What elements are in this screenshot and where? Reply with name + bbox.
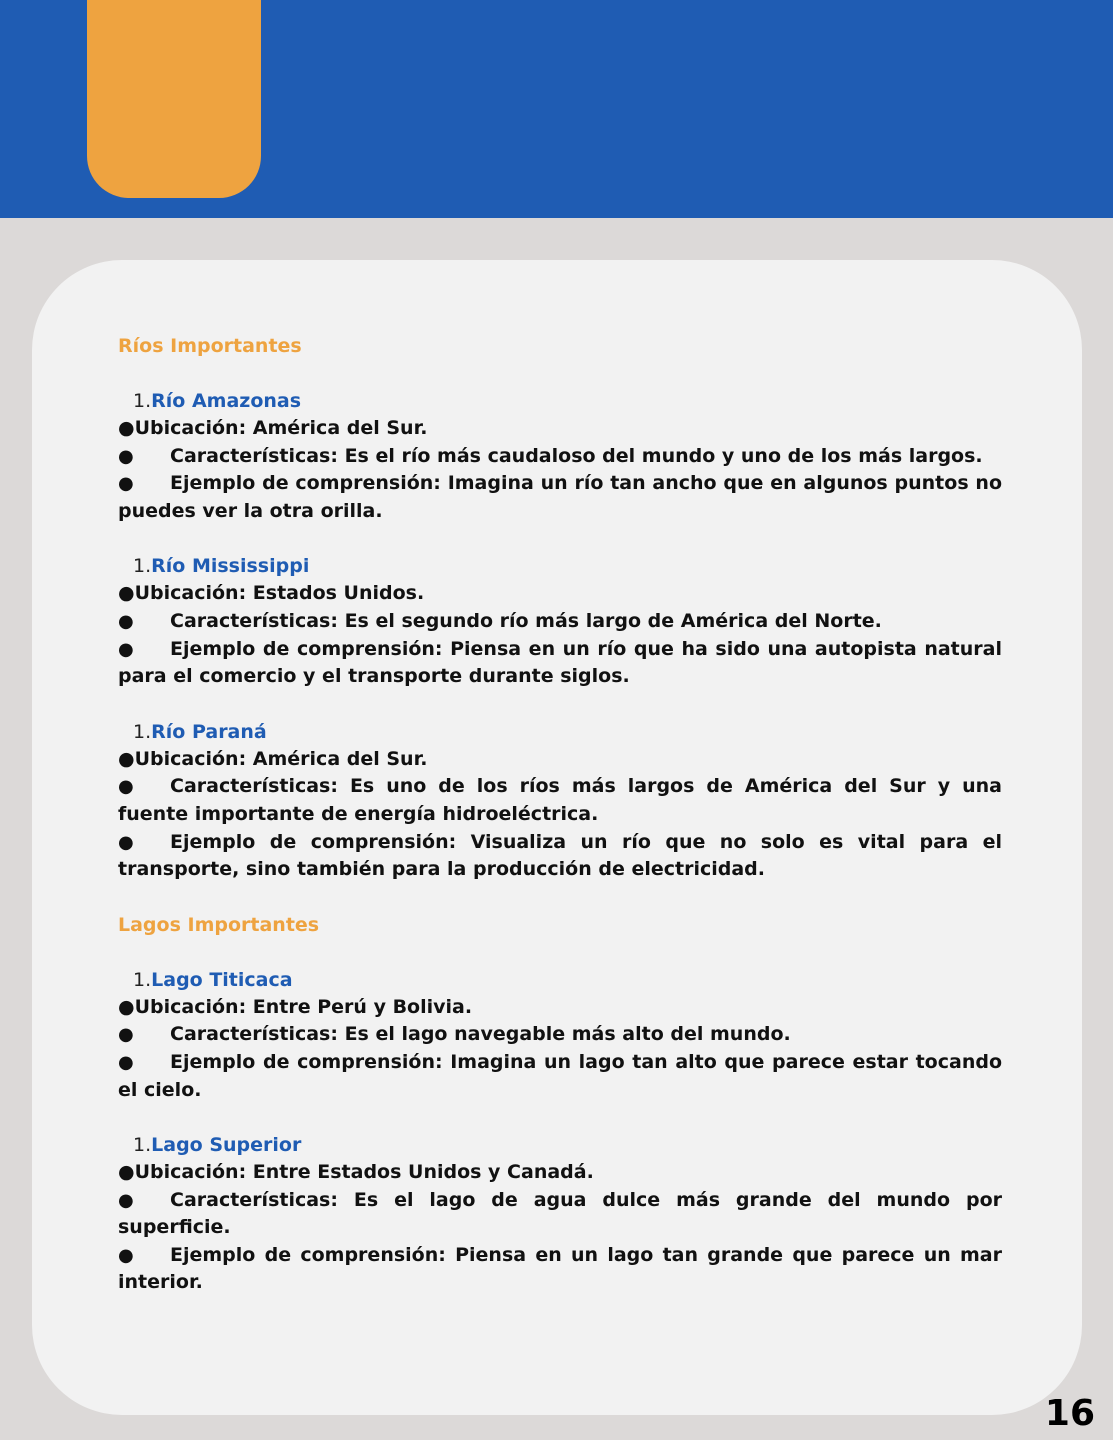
bullet-icon: ● bbox=[118, 638, 134, 660]
bullet-icon: ● bbox=[118, 1051, 134, 1073]
item-example: Ejemplo de comprensión: Piensa en un río que ha sido una autopista natural para el comercio y el transporte durante siglos. bbox=[118, 637, 1002, 688]
item-title: Río Amazonas bbox=[151, 390, 302, 412]
river-item-amazonas bbox=[118, 387, 1002, 525]
bullet-icon: ● bbox=[118, 445, 134, 467]
page-number: 16 bbox=[1044, 1393, 1095, 1434]
bullet-icon: ● bbox=[118, 1161, 135, 1184]
item-title: Río Mississippi bbox=[151, 555, 310, 578]
item-title: Lago Superior bbox=[151, 1134, 302, 1157]
item-location: Ubicación: América del Sur. bbox=[134, 747, 428, 770]
item-title: Lago Titicaca bbox=[151, 968, 293, 991]
section-title-rios: Ríos Importantes bbox=[118, 335, 302, 357]
bullet-icon: ● bbox=[118, 610, 134, 632]
item-characteristics: Características: Es el lago de agua dulce más grande del mundo por superficie. bbox=[118, 1188, 1002, 1239]
item-characteristics: Características: Es el río más caudaloso del mundo y uno de los más largos. bbox=[170, 444, 983, 467]
item-number: 1. bbox=[133, 555, 152, 578]
item-characteristics: Características: Es el lago navegable más alto del mundo. bbox=[170, 1023, 791, 1046]
item-location: Ubicación: Entre Estados Unidos y Canadá. bbox=[134, 1161, 594, 1184]
header-tab-decoration bbox=[87, 0, 261, 198]
bullet-icon: ● bbox=[118, 776, 134, 798]
river-item-mississippi bbox=[118, 552, 1002, 690]
lake-item-superior bbox=[118, 1131, 1002, 1297]
section-title-lagos: Lagos Importantes bbox=[118, 913, 320, 936]
item-number: 1. bbox=[133, 968, 152, 991]
bullet-icon: ● bbox=[118, 747, 135, 770]
item-characteristics: Características: Es uno de los ríos más largos de América del Sur y una fuente importante de energía hidroeléctrica. bbox=[118, 775, 1002, 825]
item-characteristics: Características: Es el segundo río más largo de América del Norte. bbox=[170, 609, 882, 632]
bullet-icon: ● bbox=[118, 831, 134, 853]
bullet-icon: ● bbox=[118, 473, 134, 495]
item-example: Ejemplo de comprensión: Visualiza un río que no solo es vital para el transporte, sino también para la producción de electricidad. bbox=[118, 830, 1002, 881]
item-title: Río Paraná bbox=[151, 720, 267, 743]
item-location: Ubicación: Estados Unidos. bbox=[134, 582, 425, 605]
item-example: Ejemplo de comprensión: Piensa en un lago tan grande que parece un mar interior. bbox=[118, 1243, 1002, 1294]
item-example: Ejemplo de comprensión: Imagina un río tan ancho que en algunos puntos no puedes ver la otra orilla. bbox=[118, 472, 1002, 522]
bullet-icon: ● bbox=[118, 417, 135, 439]
item-location: Ubicación: América del Sur. bbox=[134, 417, 428, 439]
bullet-icon: ● bbox=[118, 1244, 134, 1266]
item-example: Ejemplo de comprensión: Imagina un lago tan alto que parece estar tocando el cielo. bbox=[118, 1050, 1002, 1101]
bullet-icon: ● bbox=[118, 1189, 134, 1211]
item-location: Ubicación: Entre Perú y Bolivia. bbox=[134, 995, 473, 1018]
item-number: 1. bbox=[133, 390, 152, 412]
lake-item-titicaca bbox=[118, 966, 1002, 1104]
bullet-icon: ● bbox=[118, 995, 135, 1018]
item-number: 1. bbox=[133, 720, 152, 743]
river-item-parana bbox=[118, 718, 1002, 884]
bullet-icon: ● bbox=[118, 582, 135, 605]
document-body bbox=[118, 332, 1002, 1297]
item-number: 1. bbox=[133, 1134, 152, 1157]
bullet-icon: ● bbox=[118, 1024, 134, 1046]
